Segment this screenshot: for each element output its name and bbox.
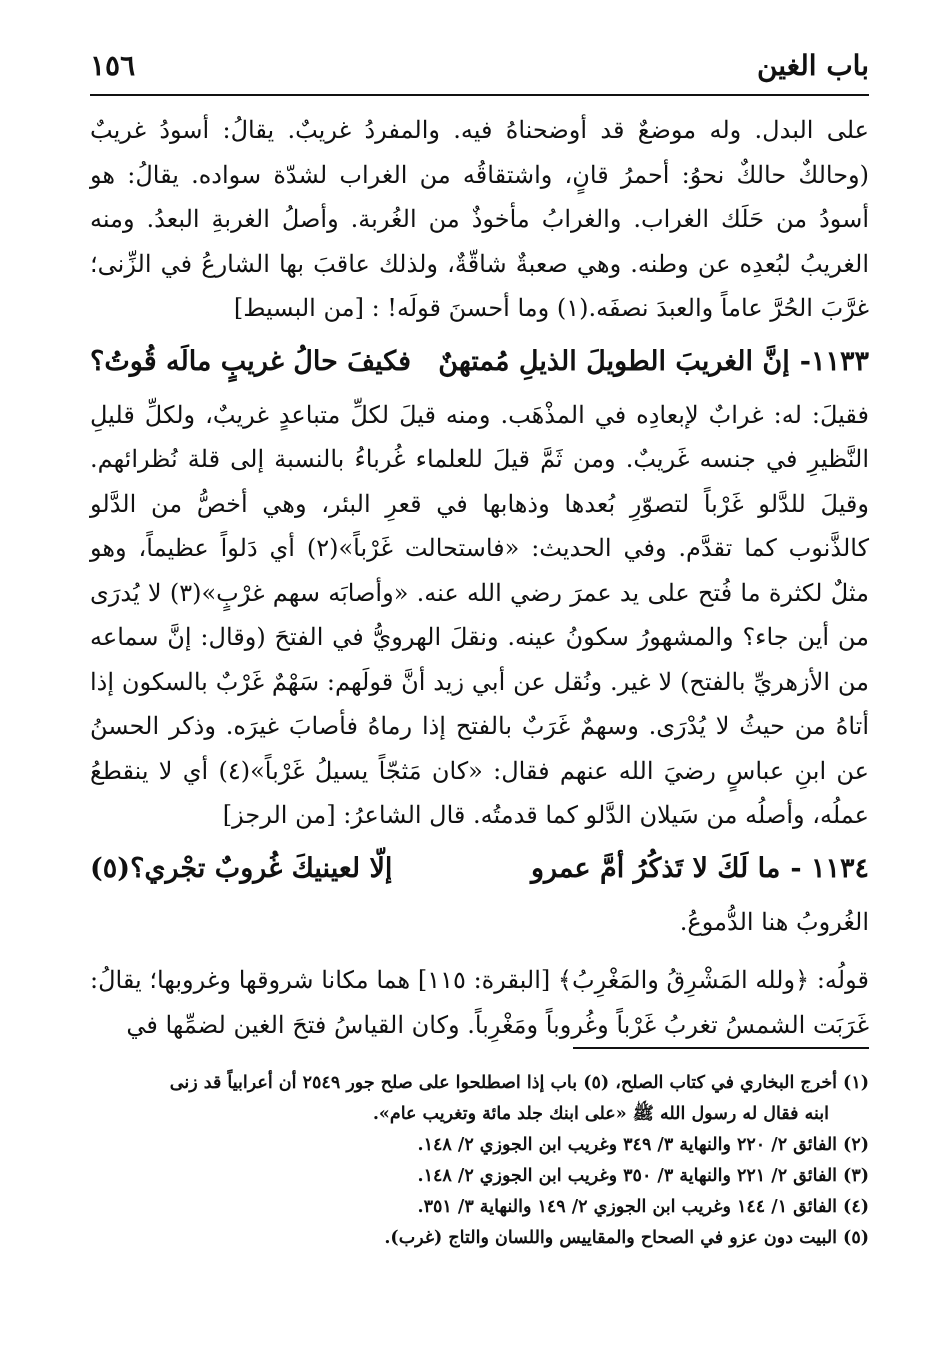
footnote-text: البيت دون عزو في الصحاح والمقاييس واللسان والتاج (غرب). <box>384 1228 838 1248</box>
verse-number: ١١٣٣- <box>799 345 869 377</box>
footnote <box>92 1161 869 1192</box>
header-divider <box>90 94 869 96</box>
footnote-number: (١) <box>843 1073 869 1093</box>
page-header <box>90 40 869 90</box>
verse-second-hemistich: إلّا لعينيكَ غُروبٌ تجْري؟(٥) <box>90 852 393 884</box>
footnote-number: (٤) <box>843 1197 869 1217</box>
page-number: ١٥٦ <box>90 48 136 82</box>
footnote-text: الفائق ١/ ١٤٤ وغريب ابن الجوزي ٢/ ١٤٩ والنهاية ٣/ ٣٥١. <box>417 1197 838 1217</box>
footnote-text: الفائق ٢/ ٢٢١ والنهاية ٣/ ٣٥٠ وغريب ابن الجوزي ٢/ ١٤٨. <box>417 1166 838 1186</box>
verse-second-hemistich: فكيفَ حالُ غريبٍ مالَه قُوتُ؟ <box>90 345 412 377</box>
verse-first-hemistich: ما لَكَ لا تَذكُرُ أمَّ عمرو <box>530 852 781 884</box>
footnote-text: أخرج البخاري في كتاب الصلح، (٥) باب إذا اصطلحوا على صلح جور ٢٥٤٩ أن أعرابياً قد زنى <box>169 1073 838 1093</box>
footnote-divider <box>573 1047 869 1049</box>
spacer <box>90 944 869 958</box>
footnote <box>92 1223 869 1254</box>
footnote-number: (٥) <box>843 1228 869 1248</box>
main-text <box>90 108 869 1047</box>
verse-first-hemistich: إنَّ الغريبَ الطويلَ الذيلِ مُمتهنٌ <box>438 345 790 377</box>
footnote-continuation <box>92 1099 869 1130</box>
footnote-number: (٢) <box>843 1135 869 1155</box>
chapter-title: باب الغين <box>756 48 869 82</box>
footnote <box>92 1068 869 1099</box>
paragraph: على البدل. وله موضعٌ قد أوضحناهُ فيه. والمفردُ غريبٌ. يقالُ: أسودُ غريبٌ (وحالكٌ حالكٌ نحوُ: أحمرُ قانٍ، واشتقاقُه من الغراب لشدّة سواده. يقالُ: هو أسودُ من حَلَك الغراب. والغرابُ مأخوذٌ من الغُربة. وأصلُ الغربةِ البعدُ. ومنه الغريبُ لبُعدِه عن وطنه. وهي صعبةٌ شاقّةٌ، ولذلك عاقبَ بها الشارعُ في الزِّنى؛ غرَّبَ الحُرَّ عاماً والعبدَ نصفَه.(١) وما أحسنَ قولَه! : [من البسيط] <box>90 116 869 322</box>
verse-line <box>90 840 869 898</box>
verse-line <box>90 333 869 391</box>
paragraph: الغُروبُ هنا الدُّموعُ. <box>679 907 869 936</box>
paragraph: قولُه: ﴿ولله المَشْرِقُ والمَغْرِبُ﴾ [البقرة: ١١٥] هما مكانا شروقها وغروبها؛ يقالُ: غَرَبَت الشمسُ تغربُ غَرْباً وغُروباً ومَغْرِباً. وكان القياسُ فتحَ الغين لضمِّها في <box>90 966 869 1039</box>
footnote-number: (٣) <box>843 1166 869 1186</box>
footnotes <box>92 1068 869 1254</box>
footnote <box>92 1130 869 1161</box>
footnote-text: ابنه فقال له رسول الله ﷺ «على ابنك جلد مائة وتغريب عام». <box>372 1104 829 1124</box>
footnote <box>92 1192 869 1223</box>
verse-number: ١١٣٤ - <box>790 852 869 884</box>
paragraph: فقيلَ: له: غرابٌ لإبعادِه في المذْهَب. ومنه قيلَ لكلِّ متباعدٍ غريبٌ، ولكلِّ قليلِ النَّظيرِ في جنسه غَريبٌ. ومن ثَمَّ قيلَ للعلماء غُرباءُ بالنسبة إلى قلة نُظرائهم. وقيلَ للدَّلو غَرْباً لتصوّرِ بُعدها وذهابها في قعرِ البئر، وهي أخصُّ من الدَّلو كالذَّنوب كما تقدَّم. وفي الحديث: «فاستحالت غَرْباً»(٢) أي دَلواً عظيماً، وهو مثلٌ لكثرة ما فُتح على يد عمرَ رضي الله عنه. «وأصابَه سهم غرْبٍ»(٣) لا يُدرَى من أين جاء؟ والمشهورُ سكونُ عينه. ونقلَ الهرويُّ في الفتحَ (وقال: إنَّ سماعه من الأزهريِّ بالفتح) لا غير. ونُقل عن أبي زيد أنَّ قولَهم: سَهْمٌ غَرْبٌ بالسكون إذا أتاهُ من حيثُ لا يُدْرَى. وسهمٌ غَرَبٌ بالفتح إذا رماهُ فأصابَ غيرَه. وذكر الحسنُ عن ابنِ عباسٍ رضيَ الله عنهم فقال: «كان مَثجّاً يسيلُ غَرْباً»(٤) أي لا ينقطعُ عملُه، وأصلُه من سَيلان الدَّلو كما قدمتُه. قال الشاعرُ: [من الرجز] <box>90 400 869 829</box>
footnote-text: الفائق ٢/ ٢٢٠ والنهاية ٣/ ٣٤٩ وغريب ابن الجوزي ٢/ ١٤٨. <box>417 1135 838 1155</box>
